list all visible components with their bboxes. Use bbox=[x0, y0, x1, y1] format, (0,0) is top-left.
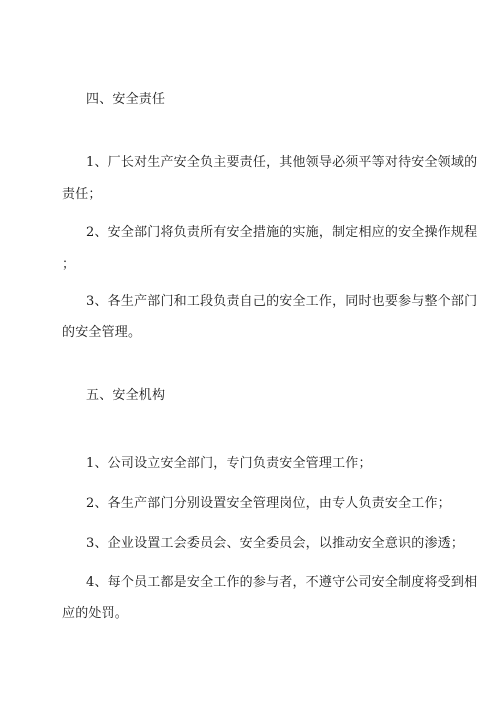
paragraph-line: ； bbox=[62, 257, 76, 272]
paragraph-line: 3、各生产部门和工段负责自己的安全工作，同时也要参与整个部门 bbox=[86, 294, 478, 309]
paragraph-line: 4、每个员工都是安全工作的参与者，不遵守公司安全制度将受到相 bbox=[86, 575, 478, 590]
paragraph-line: 1、厂长对生产安全负主要责任，其他领导必须平等对待安全领域的 bbox=[86, 155, 478, 170]
paragraph-line: 的安全管理。 bbox=[62, 325, 142, 340]
paragraph-line: 2、安全部门将负责所有安全措施的实施，制定相应的安全操作规程 bbox=[86, 225, 478, 240]
paragraph-line: 3、企业设置工会委员会、安全委员会，以推动安全意识的渗透； bbox=[86, 536, 465, 551]
paragraph-line: 责任； bbox=[62, 187, 102, 202]
paragraph-line: 应的处罚。 bbox=[62, 606, 129, 621]
paragraph-line: 2、各生产部门分别设置安全管理岗位，由专人负责安全工作； bbox=[86, 496, 451, 511]
section-heading-responsibility: 四、安全责任 bbox=[86, 92, 166, 107]
paragraph-line: 1、公司设立安全部门，专门负责安全管理工作； bbox=[86, 456, 372, 471]
section-heading-organization: 五、安全机构 bbox=[86, 388, 166, 403]
